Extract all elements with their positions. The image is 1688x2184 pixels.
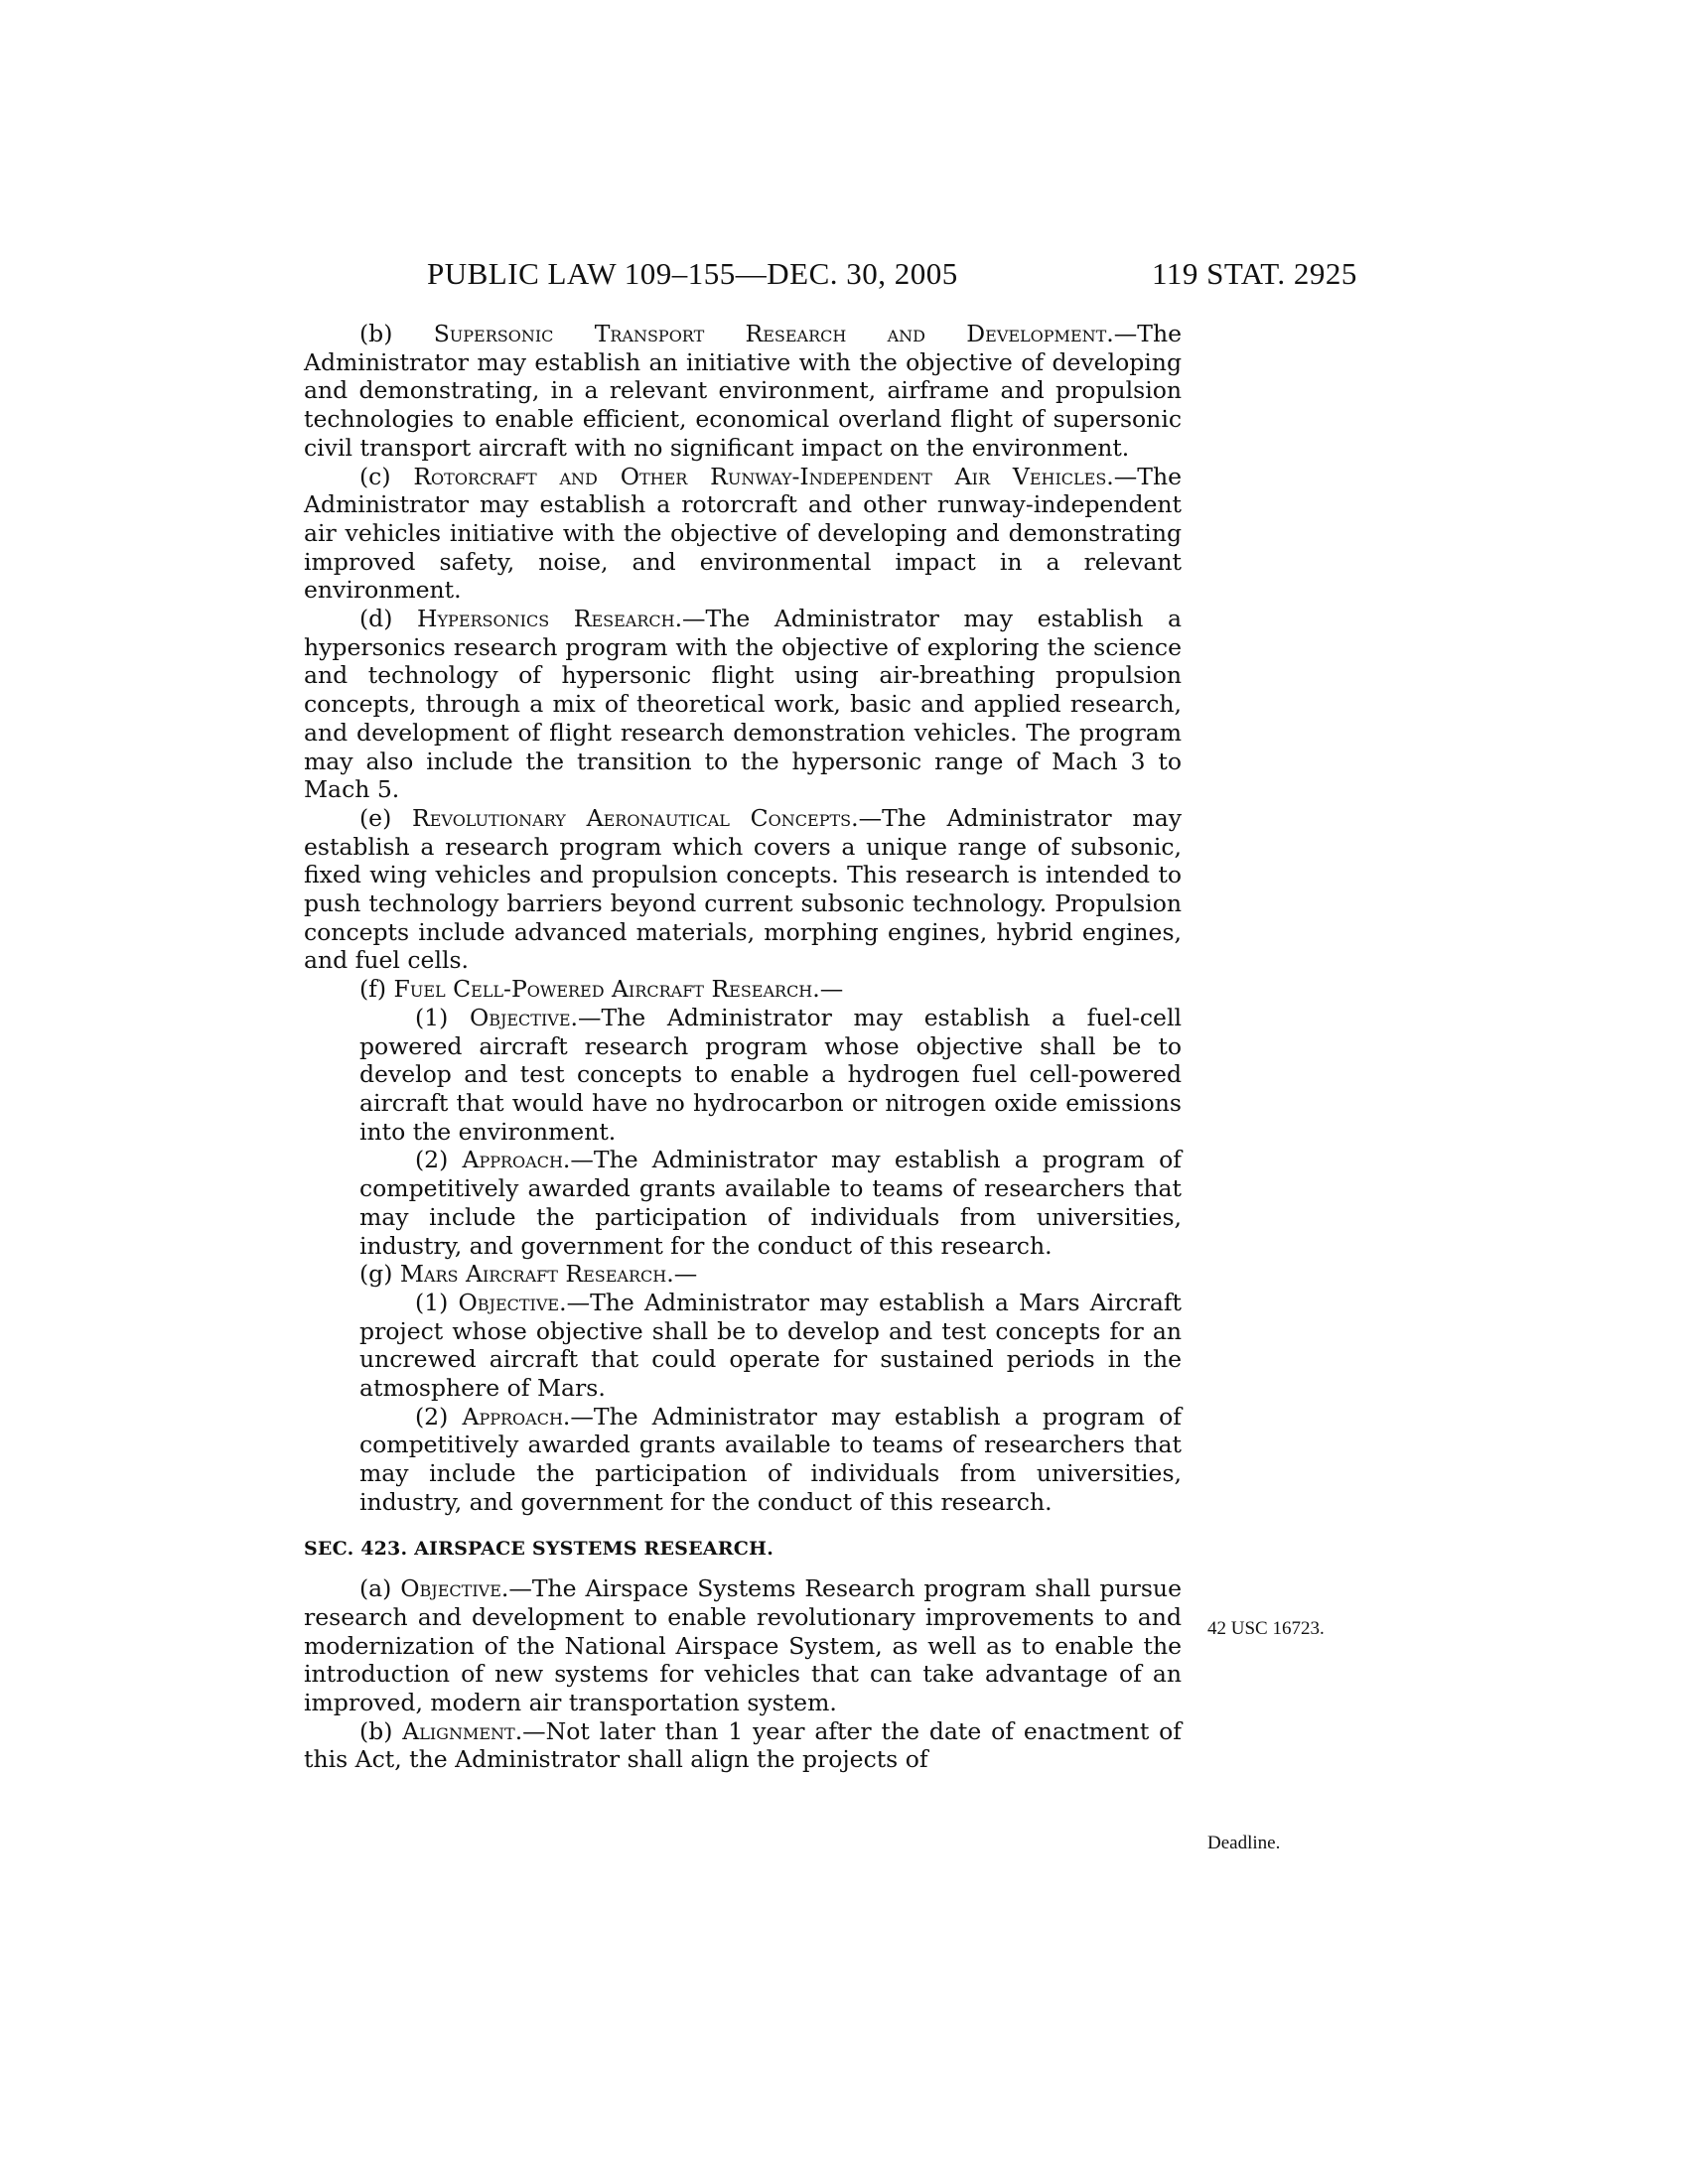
paragraph-heading: Approach.	[462, 1402, 571, 1431]
paragraph-423-b: (b) Alignment.—Not later than 1 year after the date of enactment of this Act, the Administrator shall align the projects of	[304, 1716, 1182, 1774]
body-text	[304, 320, 1182, 1774]
paragraph-f: (f) Fuel Cell-Powered Aircraft Research.—	[359, 975, 844, 1004]
paragraph-423-a: (a) Objective.—The Airspace Systems Research program shall pursue research and development to enable revolutionary improvements to and modernization of the National Airspace System, as well as to enable the introduction of new systems for vehicles that can take advantage of an improved, modern air transportation system.	[304, 1574, 1182, 1717]
margin-note-usc-citation: 42 USC 16723.	[1207, 1618, 1325, 1639]
running-header-title: PUBLIC LAW 109–155—DEC. 30, 2005	[427, 256, 958, 291]
paragraph-heading: Approach.	[462, 1146, 571, 1174]
paragraph-heading: Alignment.	[402, 1716, 523, 1745]
paragraph-g2: (2) Approach.—The Administrator may establish a program of competitively awarded grants available to teams of researchers that may include the participation of individuals from universities, industry, and government for the conduct of this research.	[359, 1402, 1182, 1516]
paragraph-g: (g) Mars Aircraft Research.—	[359, 1260, 698, 1289]
paragraph-heading: Objective.	[458, 1288, 567, 1316]
paragraph-heading: Supersonic Transport Research and Development.	[433, 320, 1114, 347]
running-header-stat-page: 119 STAT. 2925	[1152, 256, 1357, 291]
paragraph-heading: Rotorcraft and Other Runway-Independent Air Vehicles.	[413, 462, 1114, 490]
paragraph-heading: Hypersonics Research.	[417, 605, 683, 633]
paragraph-c: (c) Rotorcraft and Other Runway-Independent Air Vehicles.—The Administrator may establish a rotorcraft and other runway-independent air vehicles initiative with the objective of developing and demonstrating improved safety, noise, and environmental impact in a relevant environment.	[304, 462, 1182, 605]
margin-note-deadline: Deadline.	[1207, 1833, 1281, 1853]
paragraph-e: (e) Revolutionary Aeronautical Concepts.—The Administrator may establish a research program which covers a unique range of subsonic, fixed wing vehicles and propulsion concepts. This research is intended to push technology barriers beyond current subsonic technology. Propulsion concepts include advanced materials, morphing engines, hybrid engines, and fuel cells.	[304, 803, 1182, 975]
paragraph-heading: Objective.	[400, 1574, 509, 1603]
paragraph-f1: (1) Objective.—The Administrator may establish a fuel-cell powered aircraft research program whose objective shall be to develop and test concepts to enable a hydrogen fuel cell-powered aircraft that would have no hydrocarbon or nitrogen oxide emissions into the environment.	[359, 1003, 1182, 1146]
paragraph-d: (d) Hypersonics Research.—The Administrator may establish a hypersonics research program with the objective of exploring the science and technology of hypersonic flight using air-breathing propulsion concepts, through a mix of theoretical work, basic and applied research, and development of flight research demonstration vehicles. The program may also include the transition to the hypersonic range of Mach 3 to Mach 5.	[304, 605, 1182, 804]
paragraph-heading: Objective.	[469, 1003, 578, 1031]
section-heading: SEC. 423. AIRSPACE SYSTEMS RESEARCH.	[304, 1537, 774, 1560]
paragraph-heading: Fuel Cell-Powered Aircraft Research.	[393, 975, 820, 1004]
paragraph-heading: Revolutionary Aeronautical Concepts.	[412, 803, 859, 832]
paragraph-heading: Mars Aircraft Research.	[399, 1260, 674, 1289]
paragraph-g1: (1) Objective.—The Administrator may establish a Mars Aircraft project whose objective shall be to develop and test concepts for an uncrewed aircraft that could operate for sustained periods in the atmosphere of Mars.	[359, 1288, 1182, 1403]
paragraph-f2: (2) Approach.—The Administrator may establish a program of competitively awarded grants available to teams of researchers that may include the participation of individuals from universities, industry, and government for the conduct of this research.	[359, 1146, 1182, 1260]
paragraph-b: (b) Supersonic Transport Research and Development.—The Administrator may establish an initiative with the objective of developing and demonstrating, in a relevant environment, airframe and propulsion technologies to enable efficient, economical overland flight of supersonic civil transport aircraft with no significant impact on the environment.	[304, 320, 1182, 462]
